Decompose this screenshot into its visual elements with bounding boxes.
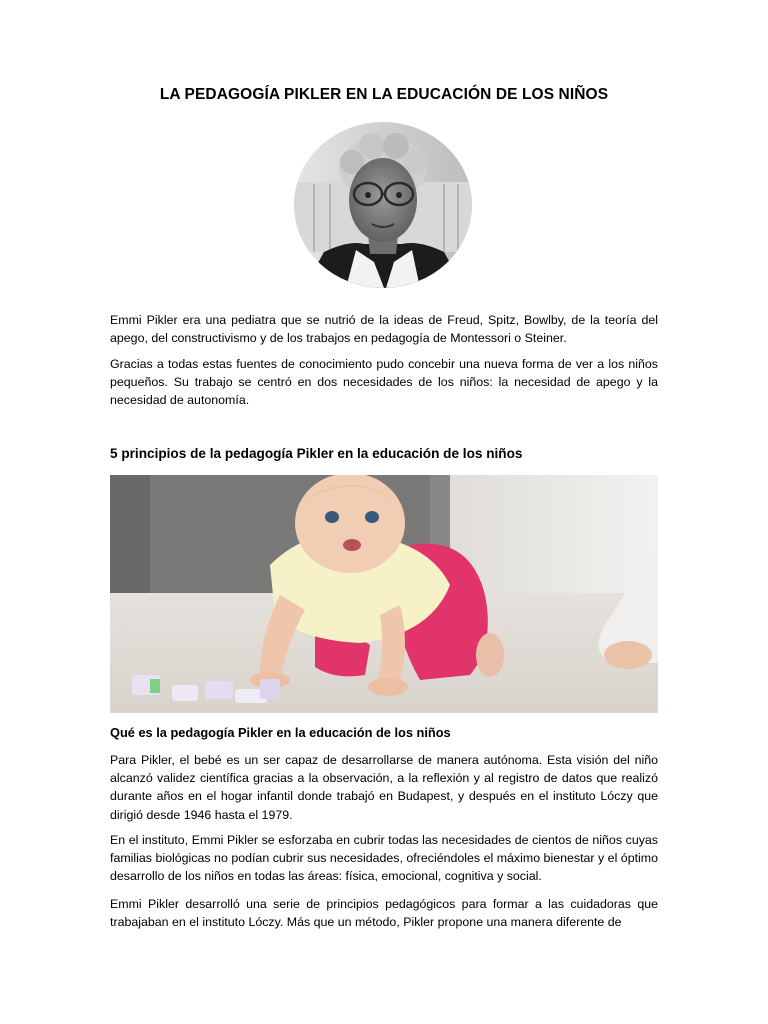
baby-photo <box>110 475 658 713</box>
portrait-illustration <box>294 122 472 288</box>
body-paragraph-3: Emmi Pikler desarrolló una serie de principios pedagógicos para formar a las cuidadoras que trabajaban en el instituto Lóczy. Más que un método, Pikler propone una manera diferente de <box>110 897 658 930</box>
body-paragraph-2: En el instituto, Emmi Pikler se esforzaba en cubrir todas las necesidades de cientos de niños cuyas familias biológicas no podían cubrir sus necesidades, ofreciéndoles el máximo bienestar y el óptimo desarrollo de los niños en todas las áreas: física, emocional, cognitiva y social. <box>110 833 658 884</box>
intro-paragraph-1: Emmi Pikler era una pediatra que se nutrió de la ideas de Freud, Spitz, Bowlby, de la teoría del apego, del constructivismo y de los trabajos en pedagogía de Montessori o Steiner. <box>110 313 658 346</box>
baby-illustration <box>110 475 658 713</box>
subheading: Qué es la pedagogía Pikler en la educación de los niños <box>110 725 451 740</box>
portrait-photo <box>294 122 472 288</box>
body-paragraph-1: Para Pikler, el bebé es un ser capaz de desarrollarse de manera autónoma. Esta visión del niño alcanzó validez científica gracias a la observación, a la reflexión y al registro de datos que realizó durante años en el hogar infantil donde trabajó en Budapest, y después en el instituto Lóczy que dirigió desde 1946 hasta el 1979. <box>110 753 658 822</box>
document-title: LA PEDAGOGÍA PIKLER EN LA EDUCACIÓN DE LOS NIÑOS <box>159 86 609 103</box>
intro-paragraph-2: Gracias a todas estas fuentes de conocimiento pudo concebir una nueva forma de ver a los niños pequeños. Su trabajo se centró en dos necesidades de los niños: la necesidad de apego y la necesidad de autonomía. <box>110 357 658 408</box>
section-heading: 5 principios de la pedagogía Pikler en la educación de los niños <box>110 446 523 461</box>
